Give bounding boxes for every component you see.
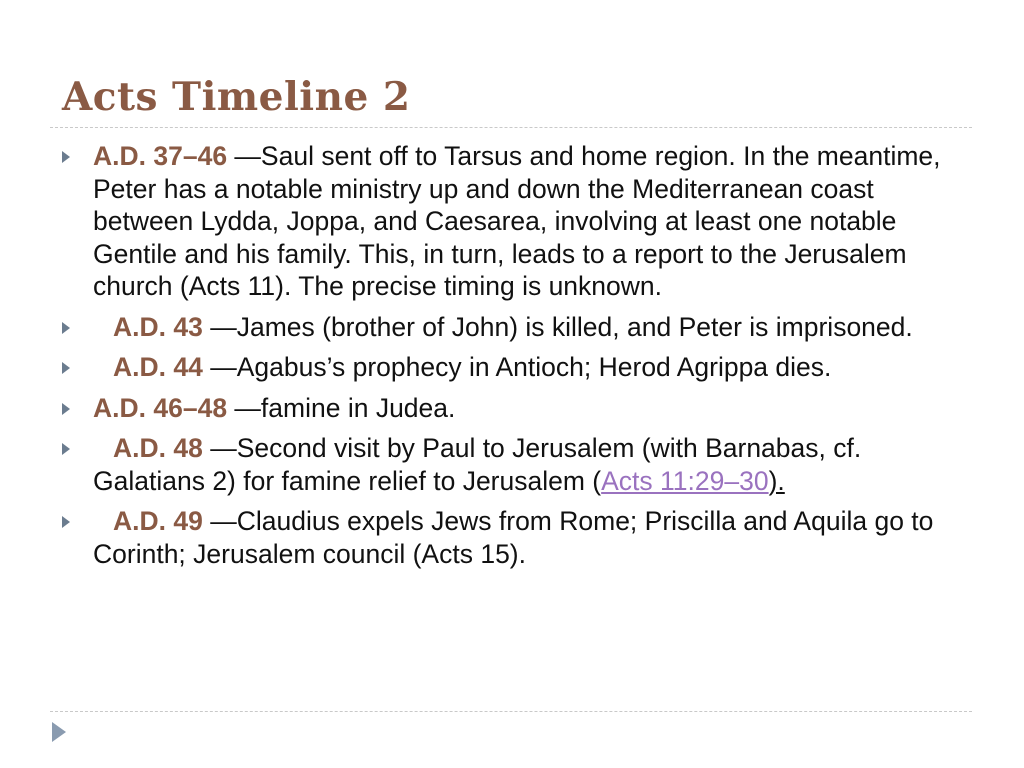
next-slide-arrow-icon[interactable] xyxy=(52,722,66,742)
timeline-text: —Agabus’s prophecy in Antioch; Herod Agrippa dies. xyxy=(202,352,832,382)
footer-divider xyxy=(50,711,972,712)
timeline-item-6 xyxy=(62,505,962,570)
title-divider xyxy=(50,127,972,128)
timeline-text: —famine in Judea. xyxy=(227,392,456,423)
triangle-bullet-icon xyxy=(62,443,70,455)
timeline-item-4 xyxy=(62,392,962,425)
timeline-item-2 xyxy=(62,311,962,344)
timeline-date: A.D. 46–48 xyxy=(93,392,228,423)
triangle-bullet-icon xyxy=(62,403,70,415)
timeline-text: —James (brother of John) is killed, and Peter is imprisoned. xyxy=(202,311,913,342)
acts-reference-link[interactable]: Acts 11:29–30 xyxy=(601,465,769,496)
triangle-bullet-icon xyxy=(62,322,70,334)
triangle-bullet-icon xyxy=(62,516,70,528)
timeline-text: —Saul sent off to Tarsus and home region. In the meantime, Peter has a notable ministry up and down the Mediterranean coast between Lydda, Joppa, and Caesarea, involving at least one notable Gentile and his family. This, in turn, leads to a report to the Jerusalem church (Acts 11). The precise timing is unknown. xyxy=(93,141,941,301)
timeline-item-1 xyxy=(62,140,962,303)
timeline-date: A.D. 49 xyxy=(113,506,203,536)
timeline-date: A.D. 37–46 xyxy=(93,141,228,171)
triangle-bullet-icon xyxy=(62,362,70,374)
timeline-item-3 xyxy=(62,351,962,384)
slide-title: Acts Timeline 2 xyxy=(62,74,411,120)
timeline-date: A.D. 44 xyxy=(113,352,203,382)
timeline-date: A.D. 43 xyxy=(113,311,203,342)
timeline-item-5 xyxy=(62,432,962,497)
timeline-date: A.D. 48 xyxy=(113,433,203,463)
timeline-text: —Second visit by Paul to Jerusalem (with Barnabas, cf. Galatians 2) for famine relief to Jerusalem ( xyxy=(93,433,862,496)
timeline-text: —Claudius expels Jews from Rome; Priscilla and Aquila go to Corinth; Jerusalem council (Acts 15). xyxy=(93,506,934,569)
timeline-list xyxy=(62,140,962,578)
triangle-bullet-icon xyxy=(62,151,70,163)
timeline-text-tail: ). xyxy=(768,465,785,496)
